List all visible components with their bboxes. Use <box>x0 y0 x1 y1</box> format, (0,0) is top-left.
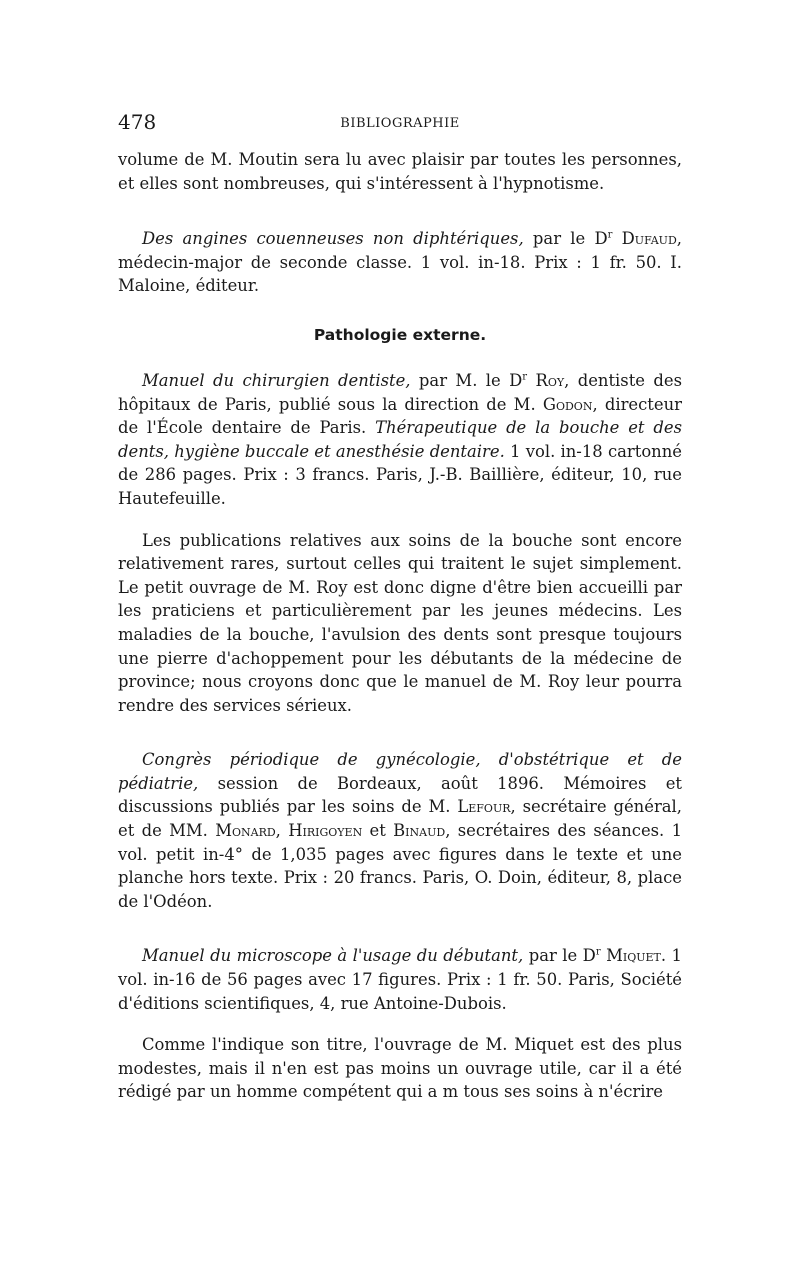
page-body <box>118 148 682 1104</box>
entry-author: Miquet. <box>600 946 667 966</box>
bibliography-entry-roy <box>118 369 682 511</box>
review-roy: Les publications relatives aux soins de la bouche sont encore relativement rares, surtout celles qui traitent le sujet simplement. Le petit ouvrage de M. Roy est donc digne d'être bien accueilli par les praticiens et particulièrement par les jeunes médecins. Les maladies de la bouche, l'avulsion des dents sont presque toujours une pierre d'achoppement pour les débutants de la médecine de province; nous croyons donc que le manuel de M. Roy leur pourra rendre des services sérieux. <box>118 530 682 715</box>
entry-superscript: r <box>607 229 613 241</box>
entry-superscript: r <box>595 946 601 958</box>
entry-author: Roy, <box>527 370 570 390</box>
bibliography-entry-miquet <box>118 944 682 1015</box>
continued-paragraph: volume de M. Moutin sera lu avec plaisir par toutes les personnes, et elles sont nombreuses, qui s'intéressent à l'hypnotisme. <box>118 150 682 193</box>
entry-author: Binaud, <box>393 821 451 841</box>
entry-text: session de Bordeaux, août 1896. Mémoires et discussions publiés par les soins de M. <box>118 773 682 817</box>
entry-text: 1 vol. in-18 cartonné de 286 pages. Prix : 3 francs. Paris, J.-B. Baillière, éditeur, 10, rue Hautefeuille. <box>118 441 682 508</box>
entry-text: et <box>362 821 394 841</box>
entry-text: par le D <box>523 229 608 249</box>
entry-text: par M. le D <box>410 370 523 390</box>
entry-text: 1 vol. in-16 de 56 pages avec 17 figures. Prix : 1 fr. 50. Paris, Société d'éditions scientifiques, 4, rue Antoine-Dubois. <box>118 946 682 1013</box>
running-head: BIBLIOGRAPHIE <box>340 116 460 131</box>
entry-subtitle: Thérapeutique de la bouche et des dents, hygiène buccale et anesthésie dentaire. <box>118 418 682 461</box>
entry-author: Lefour, <box>457 797 516 817</box>
entry-text: secrétaires des séances. 1 vol. petit in-4° de 1,035 pages avec figures dans le texte et une planche hors texte. Prix : 20 francs. Paris, O. Doin, éditeur, 8, place de l'Odéon. <box>118 821 683 911</box>
review-miquet: Comme l'indique son titre, l'ouvrage de M. Miquet est des plus modestes, mais il n'en est pas moins un ouvrage utile, car il a été rédigé par un homme compétent qui a m tous ses soins à n'écrire <box>118 1035 682 1102</box>
entry-title: Manuel du microscope à l'usage du débutant, <box>142 946 524 966</box>
entry-author: Hirigoyen <box>288 821 363 841</box>
entry-superscript: r <box>522 371 528 383</box>
entry-text: directeur de l'École dentaire de Paris. <box>118 394 682 438</box>
entry-text: dentiste des hôpitaux de Paris, publié sous la direction de M. <box>118 370 682 414</box>
entry-text: secrétaire général, et de MM. <box>118 797 682 841</box>
section-heading: Pathologie externe. <box>313 325 487 344</box>
entry-title: Des angines couenneuses non diphtériques, <box>142 229 524 249</box>
entry-director: Godon, <box>542 394 598 414</box>
page-header <box>118 110 682 140</box>
entry-author: Dufaud, <box>612 229 682 249</box>
bibliography-entry-dufaud <box>118 227 682 298</box>
entry-title: Congrès périodique de gynécologie, d'obstétrique et de pédiatrie, <box>118 750 682 793</box>
entry-text: par le D <box>523 946 596 966</box>
entry-author: Monard, <box>215 821 281 841</box>
page-number: 478 <box>118 110 157 134</box>
entry-title: Manuel du chirurgien dentiste, <box>142 370 411 390</box>
bibliography-entry-congres <box>118 748 682 913</box>
entry-text: médecin-major de seconde classe. 1 vol. in-18. Prix : 1 fr. 50. I. Maloine, éditeur. <box>118 252 682 296</box>
